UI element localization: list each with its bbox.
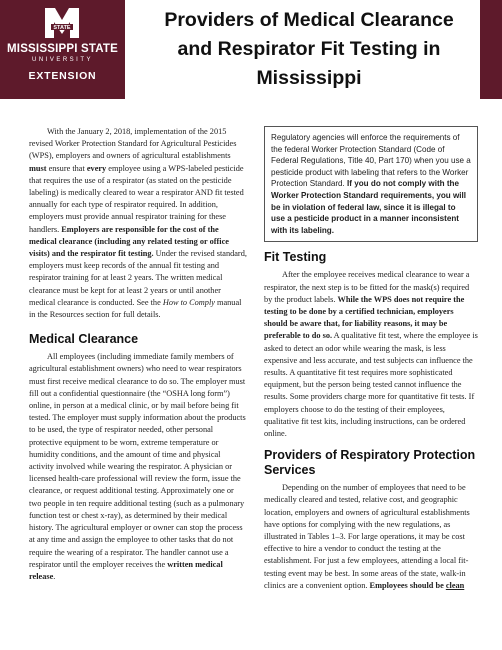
fit-text-2: A qualitative fit test, where the employee is asked to detect an odor while wearing the mask, is less expensive and less accurate, and test subjects can influence the results. A quantitative fit test requires more sophisticated equipment, but the person being tested cannot influence the results. Some providers charge more for quantitative fit tests. If employers choose to do the testing of their employees, qualitative fit test kits, including instructions, can be ordered online. [264,331,478,438]
medical-clearance-heading: Medical Clearance [29,332,139,347]
providers-paragraph [264,482,478,592]
right-column [264,126,478,592]
logo-university: UNIVERSITY [31,57,93,63]
callout-bold: If you do not comply with the Worker Protection Standard requirements, you will be in violation of federal law, since it is illegal to use a pesticide product in a manner inconsistent with its labeling. [271,179,467,235]
intro-paragraph [29,126,247,321]
emblem-text: STATE [53,25,71,31]
msu-extension-logo [0,0,125,99]
intro-bold-2: every [86,163,107,173]
fit-testing-paragraph [264,269,478,440]
intro-text-1: With the January 2, 2018, implementation of the 2015 revised Worker Protection Standard for Agricultural Pesticides (WPS), employers and owners of agricultural establishments [29,127,237,161]
intro-text-5: manual in the Resources section for full details. [29,297,242,320]
page-title: Providers of Medical Clearance and Respirator Fit Testing in Mississippi [164,9,454,89]
callout-text: Regulatory agencies will enforce the requirements of the federal Worker Protection Standard (Code of Federal Regulations, Title 40, Part 170) when you use a pesticide product with labeling that refers to the Worker Protection Standard. [271,133,471,189]
logo-name: MISSISSIPPI STATE [7,43,118,55]
medical-clearance-paragraph [29,351,247,583]
medical-text-1: All employees (including immediate family members of agricultural establishment owners) who need to wear respirators must first receive medical clearance to do so. The employer must fill out a confidential questionnaire (the “OSHA long form”) online, in person at a medical clinic, or by mail before being fit tested. The employer must supply information about the products to be used, the type of respirator needed, other personal protective equipment to be worn, extreme temperature or humidity conditions, and the amount of time and physical activity involved while wearing the respirator. A physician or licensed health-care professional will review the form, issue the clearance, or request additional testing. Approximately one or two people in ten require additional testing (such as a pulmonary function test or chest x-ray), as determined by their medical history. The agricultural employer or owner can stop the process at any time and assign the employee to other tasks that do not require the wearing of a respirator. The handler cannot use a respirator until the employer receives the [29,352,246,569]
medical-bold-1: written medical release [29,559,223,581]
providers-bold-1: Employees should be [369,580,446,590]
msu-m-emblem-icon [43,4,81,42]
left-column [29,126,247,583]
intro-text-4: Under the revised standard, employers must keep records of the annual fit testing and respirator training for at least 2 years. The written medical clearance must be kept for at least 2 years or until another medical clearance is conducted. See the [29,249,247,307]
header-accent-bar [480,0,502,99]
intro-bold-3: Employers are responsible for the cost of the medical clearance (including any related testing or office visits) and the respirator fit testing. [29,224,229,259]
medical-text-2: . [53,571,56,581]
intro-text-2: ensure that [46,163,87,173]
fit-testing-heading: Fit Testing [264,250,327,265]
intro-text-3: employee using a WPS-labeled pesticide that requires the use of a respirator (as stated on the pesticide labeling) is medically cleared to wear a respirator AND fit tested annually for each type of respirator required. In addition, employers must provide annual respirator training for these handlers. [29,163,244,234]
fit-bold-1: While the WPS does not require the testing to be done by a certified technician, employers should be aware that, for liability reasons, it may be preferable to do so. [264,294,465,341]
providers-bold-underline: clean [445,580,465,590]
logo-extension: EXTENSION [28,70,97,82]
fit-text-1: After the employee receives medical clearance to wear a respirator, the next step is to be fitted for the mask(s) required by the product labels. [264,270,470,304]
regulatory-callout-box [264,126,478,242]
providers-text-1: Depending on the number of employees that need to be medically cleared and tested, relative cost, and geographic location, employers and owners of agricultural establishments have options for complying with the new regulations, as illustrated in Tables 1–3. For large operations, it may be cost effective to hire a vendor to conduct the testing at the establishment. For just a few employees, attending a local fit-testing event may be best. In some areas of the state, walk-in clinics are a convenient option. [264,483,470,590]
intro-italic-1: How to Comply [162,297,215,307]
intro-bold-1: must [29,163,47,173]
providers-heading: Providers of Respiratory Protection Services [264,448,476,478]
